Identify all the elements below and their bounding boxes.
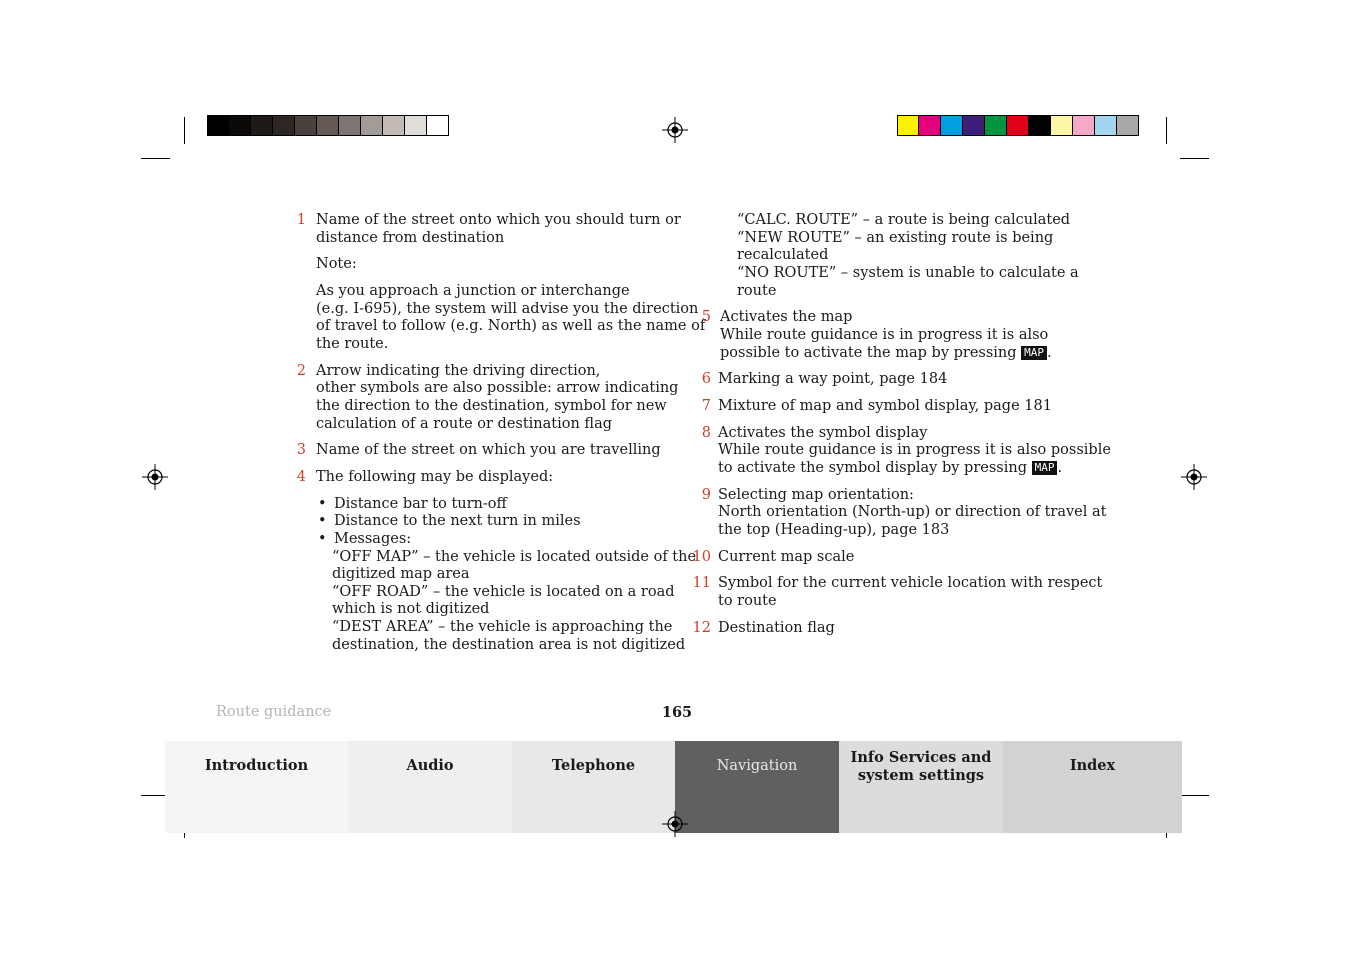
message-text: digitized map area (332, 566, 470, 582)
item-text: Selecting map orientation: (718, 487, 914, 503)
color-swatch (941, 115, 963, 136)
item-number: 10 (692, 549, 711, 565)
crop-mark (184, 117, 185, 144)
color-swatch (251, 115, 273, 136)
item-number: 4 (296, 469, 306, 485)
crop-mark (1180, 795, 1209, 796)
item-number: 2 (296, 363, 306, 379)
item-number: 3 (296, 442, 306, 458)
color-swatch (919, 115, 941, 136)
registration-mark-icon (1181, 464, 1207, 490)
item-number: 12 (692, 620, 711, 636)
bullet-text: Distance bar to turn-off (334, 496, 507, 512)
item-text: Marking a way point, page 184 (718, 371, 948, 387)
tab-label: Index (1069, 757, 1116, 774)
item-number: 1 (296, 212, 306, 228)
crop-mark (1180, 158, 1209, 159)
tab-introduction[interactable] (165, 741, 348, 833)
item-text: to activate the symbol display by pressing MAP . (718, 460, 1063, 476)
color-swatch (897, 115, 919, 136)
color-swatch (1051, 115, 1073, 136)
registration-mark-icon (142, 464, 168, 490)
note-text: As you approach a junction or interchange (316, 283, 630, 299)
tab-label: Introduction (204, 757, 309, 774)
registration-mark-icon (662, 117, 688, 143)
bullet-dot: • (318, 496, 327, 512)
bullet-text: Distance to the next turn in miles (334, 513, 581, 529)
tab-index[interactable] (1003, 741, 1182, 833)
message-text: “NO ROUTE” – system is unable to calculate a (737, 265, 1079, 281)
item-text: calculation of a route or destination flag (316, 416, 613, 432)
color-swatch (427, 115, 449, 136)
item-text-part: to activate the symbol display by pressing (718, 460, 1027, 476)
color-swatch (295, 115, 317, 136)
note-text: the route. (316, 336, 389, 352)
tab-telephone[interactable] (512, 741, 675, 833)
message-text: “CALC. ROUTE” – a route is being calculated (737, 212, 1071, 228)
message-text: destination, the destination area is not digitized (332, 637, 686, 653)
message-text: “OFF ROAD” – the vehicle is located on a road (332, 584, 675, 600)
map-key-icon: MAP (1021, 346, 1047, 360)
color-swatch (207, 115, 229, 136)
item-text: While route guidance is in progress it is also (720, 327, 1049, 343)
message-text: “DEST AREA” – the vehicle is approaching the (332, 619, 673, 635)
tab-label: Navigation (716, 758, 798, 774)
item-text: Name of the street on which you are travelling (316, 442, 661, 458)
bullet-dot: • (318, 513, 327, 529)
color-swatch (1073, 115, 1095, 136)
item-number: 11 (692, 575, 711, 591)
item-number: 8 (701, 425, 711, 441)
item-text: Symbol for the current vehicle location with respect (718, 575, 1103, 591)
item-text: the direction to the destination, symbol for new (316, 398, 667, 414)
item-text-part: possible to activate the map by pressing (720, 345, 1017, 361)
item-text: The following may be displayed: (316, 469, 554, 485)
item-text: Activates the symbol display (718, 425, 928, 441)
color-swatch (963, 115, 985, 136)
tab-info-services[interactable] (839, 741, 1003, 833)
color-swatch (985, 115, 1007, 136)
color-swatch (317, 115, 339, 136)
item-number: 9 (701, 487, 711, 503)
map-key-icon: MAP (1032, 461, 1058, 475)
color-swatch (1117, 115, 1139, 136)
note-text: (e.g. I-695), the system will advise you the direction (316, 301, 699, 317)
item-text: Arrow indicating the driving direction, (316, 363, 601, 379)
color-swatch (405, 115, 427, 136)
tab-label: Audio (406, 757, 454, 774)
color-swatch (339, 115, 361, 136)
item-text: Current map scale (718, 549, 855, 565)
bullet-dot: • (318, 531, 327, 547)
color-swatch (1007, 115, 1029, 136)
note-text: of travel to follow (e.g. North) as well as the name of (316, 318, 706, 334)
item-number: 6 (701, 371, 711, 387)
item-text: to route (718, 593, 777, 609)
message-text: route (737, 283, 777, 299)
color-swatch (383, 115, 405, 136)
color-swatch (273, 115, 295, 136)
page-number: 165 (661, 704, 693, 721)
item-number: 7 (701, 398, 711, 414)
item-text: Name of the street onto which you should turn or (316, 212, 681, 228)
registration-mark-icon (662, 811, 688, 837)
message-text: recalculated (737, 247, 829, 263)
tab-audio[interactable] (348, 741, 512, 833)
item-text: Activates the map (720, 309, 853, 325)
color-swatch (1095, 115, 1117, 136)
item-text: North orientation (North-up) or direction of travel at (718, 504, 1107, 520)
crop-mark (141, 158, 170, 159)
bullet-text: Messages: (334, 531, 412, 547)
item-text: other symbols are also possible: arrow indicating (316, 380, 679, 396)
item-text: the top (Heading-up), page 183 (718, 522, 950, 538)
crop-mark (1166, 117, 1167, 144)
message-text: “OFF MAP” – the vehicle is located outside of the (332, 549, 697, 565)
item-number: 5 (701, 309, 711, 325)
item-text: While route guidance is in progress it is also possible (718, 442, 1111, 458)
item-text: distance from destination (316, 230, 505, 246)
tab-label: Info Services and (850, 749, 992, 766)
item-text: possible to activate the map by pressing MAP . (720, 345, 1052, 361)
tab-label: system settings (857, 767, 985, 784)
color-swatch (361, 115, 383, 136)
color-swatch (1029, 115, 1051, 136)
item-text: Mixture of map and symbol display, page 181 (718, 398, 1052, 414)
tab-label: Telephone (551, 757, 636, 774)
message-text: which is not digitized (332, 601, 490, 617)
section-title: Route guidance (216, 704, 332, 720)
note-label: Note: (316, 256, 357, 272)
item-text: Destination flag (718, 620, 835, 636)
tab-navigation[interactable] (675, 741, 839, 833)
message-text: “NEW ROUTE” – an existing route is being (737, 230, 1054, 246)
color-swatch (229, 115, 251, 136)
